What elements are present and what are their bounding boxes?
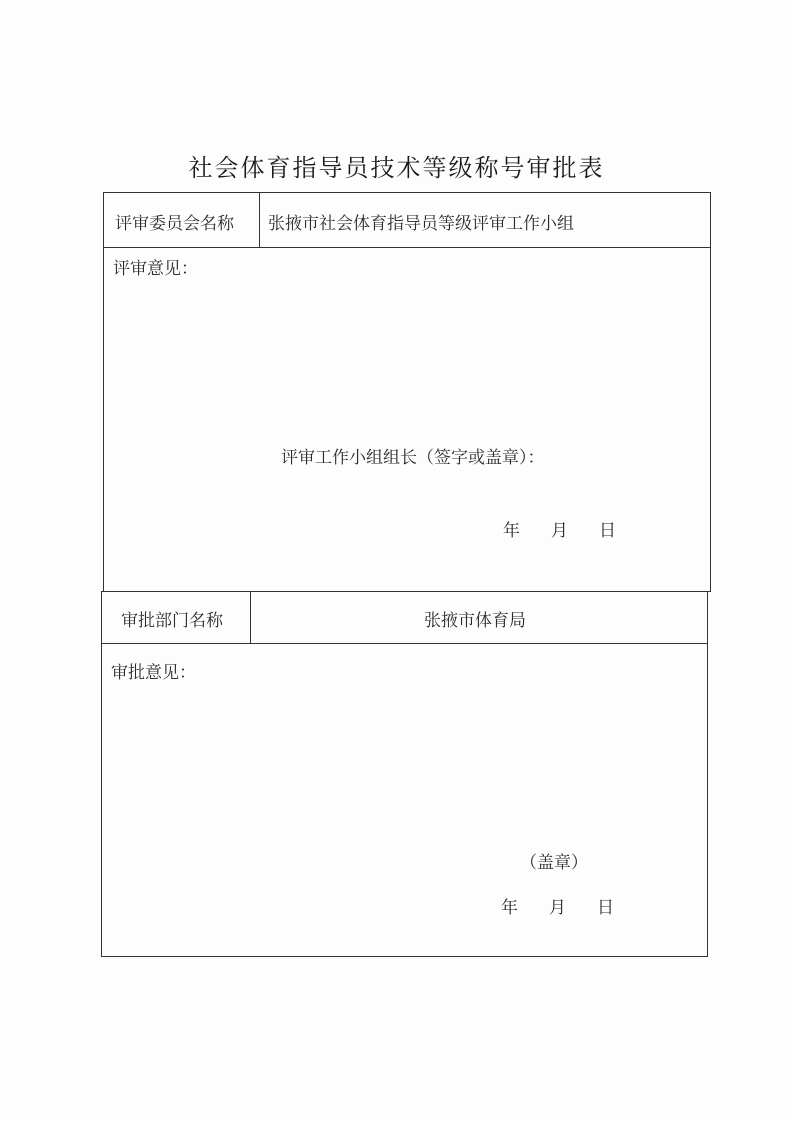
review-table	[103, 192, 711, 592]
review-date-month: 月	[551, 521, 568, 541]
review-header-rule	[104, 247, 710, 248]
page-title: 社会体育指导员技术等级称号审批表	[188, 154, 605, 182]
approval-header-rule	[102, 643, 707, 644]
seal-label: （盖章）	[520, 853, 588, 873]
approval-header-divider	[250, 592, 251, 643]
department-name-label: 审批部门名称	[121, 611, 223, 631]
review-header-divider	[259, 193, 260, 247]
approval-date-year: 年	[501, 898, 518, 918]
approval-date-day: 日	[597, 898, 614, 918]
review-date-year: 年	[503, 521, 520, 541]
review-date-day: 日	[599, 521, 616, 541]
approval-table	[101, 591, 708, 957]
committee-name-label: 评审委员会名称	[115, 214, 234, 234]
department-name-value: 张掖市体育局	[424, 611, 526, 631]
review-signature-label: 评审工作小组组长（签字或盖章）：	[281, 448, 545, 468]
approval-opinion-label: 审批意见：	[111, 663, 196, 683]
approval-date-month: 月	[549, 898, 566, 918]
committee-name-value: 张掖市社会体育指导员等级评审工作小组	[268, 214, 574, 234]
review-opinion-label: 评审意见：	[113, 259, 198, 279]
